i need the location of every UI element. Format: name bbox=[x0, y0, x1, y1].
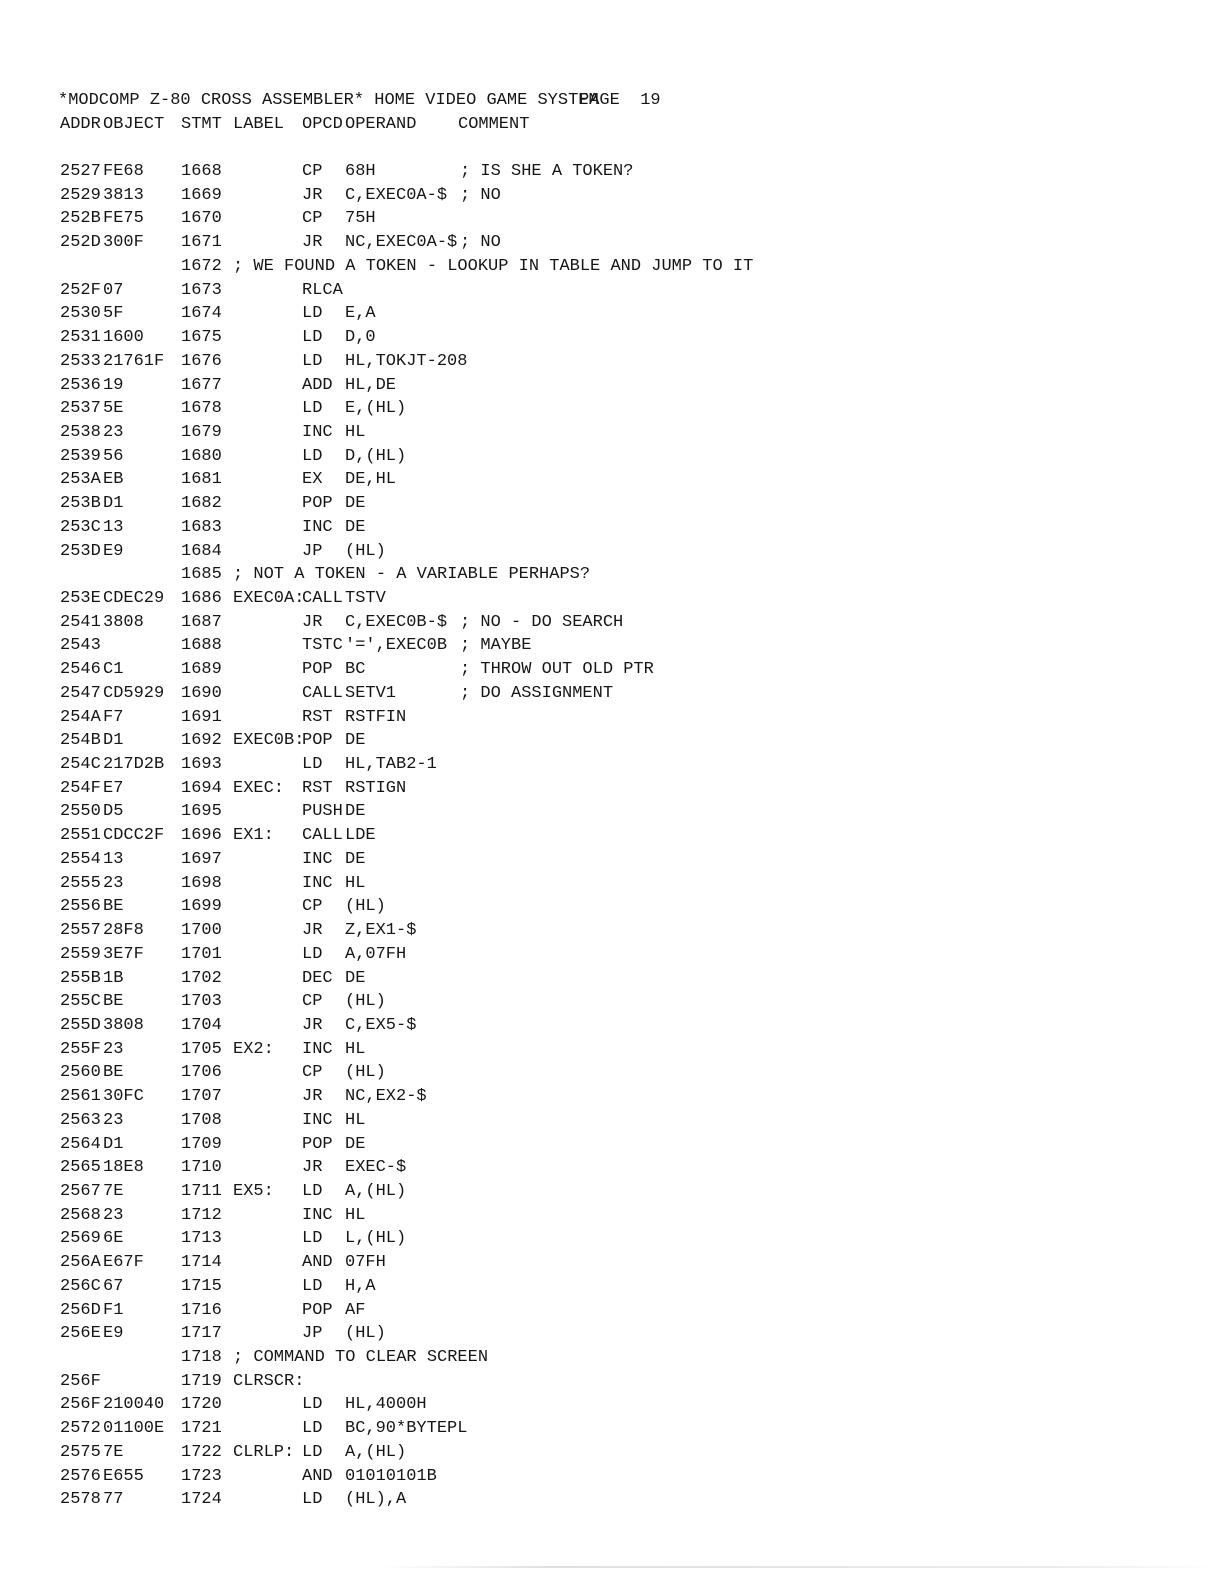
opcode-cell: LD bbox=[302, 1276, 323, 1296]
comment-cell: ; MAYBE bbox=[460, 636, 532, 656]
addr-cell: 2538 bbox=[60, 422, 101, 442]
opcode-cell: DEC bbox=[302, 968, 333, 988]
operand-cell: (HL) bbox=[345, 541, 386, 561]
stmt-cell: 1709 bbox=[181, 1134, 222, 1154]
addr-cell: 2551 bbox=[60, 826, 101, 846]
addr-cell: 2554 bbox=[60, 849, 101, 869]
stmt-cell: 1699 bbox=[181, 897, 222, 917]
object-cell: 28F8 bbox=[103, 921, 144, 940]
stmt-cell: 1681 bbox=[181, 470, 222, 490]
operand-cell: C,EXEC0B-$ bbox=[345, 612, 448, 632]
operand-cell: 75H bbox=[345, 209, 376, 229]
object-cell: 18E8 bbox=[103, 1158, 144, 1178]
stmt-cell: 1711 bbox=[181, 1182, 222, 1201]
addr-cell: 2536 bbox=[60, 375, 101, 395]
stmt-cell: 1675 bbox=[181, 328, 222, 347]
addr-cell: 2576 bbox=[60, 1466, 101, 1486]
stmt-cell: 1712 bbox=[181, 1205, 222, 1225]
opcode-cell: CALL bbox=[302, 826, 343, 846]
label-cell: EX1: bbox=[233, 826, 274, 846]
stmt-cell: 1680 bbox=[181, 446, 222, 466]
object-cell: E655 bbox=[103, 1466, 144, 1486]
object-cell: 21761F bbox=[103, 351, 165, 371]
opcode-cell: AND bbox=[302, 1466, 333, 1486]
operand-cell: 01010101B bbox=[345, 1466, 437, 1486]
operand-cell: C,EX5-$ bbox=[345, 1015, 417, 1035]
addr-cell: 2567 bbox=[60, 1182, 101, 1201]
addr-cell: 253D bbox=[60, 541, 101, 561]
object-cell: 217D2B bbox=[103, 755, 165, 774]
stmt-cell: 1710 bbox=[181, 1158, 222, 1178]
addr-cell: 2565 bbox=[60, 1158, 101, 1178]
operand-cell: HL,TOKJT-208 bbox=[345, 351, 468, 371]
opcode-cell: LD bbox=[302, 446, 323, 466]
addr-cell: 2568 bbox=[60, 1205, 101, 1225]
stmt-cell: 1708 bbox=[181, 1110, 222, 1130]
operand-cell: HL,TAB2-1 bbox=[345, 755, 437, 774]
object-cell: 1600 bbox=[103, 328, 144, 347]
stmt-cell: 1705 bbox=[181, 1039, 222, 1059]
stmt-cell: 1669 bbox=[181, 185, 222, 205]
addr-cell: 2575 bbox=[60, 1442, 101, 1462]
addr-cell: 256E bbox=[60, 1324, 101, 1344]
addr-cell: 2531 bbox=[60, 328, 101, 347]
stmt-cell: 1698 bbox=[181, 873, 222, 893]
opcode-cell: INC bbox=[302, 873, 333, 893]
addr-cell: 2530 bbox=[60, 304, 101, 324]
opcode-cell: JR bbox=[302, 612, 323, 632]
stmt-cell: 1668 bbox=[181, 162, 222, 181]
operand-cell: HL,DE bbox=[345, 375, 397, 395]
stmt-cell: 1694 bbox=[181, 778, 222, 798]
addr-cell: 253A bbox=[60, 470, 101, 490]
operand-cell: (HL) bbox=[345, 897, 386, 917]
addr-cell: 255F bbox=[60, 1039, 101, 1059]
stmt-cell: 1717 bbox=[181, 1324, 222, 1344]
comment-cell: ; NO - DO SEARCH bbox=[460, 612, 624, 632]
stmt-cell: 1693 bbox=[181, 755, 222, 774]
operand-cell: SETV1 bbox=[345, 683, 397, 703]
operand-cell: 07FH bbox=[345, 1253, 386, 1273]
operand-cell: (HL),A bbox=[345, 1490, 407, 1510]
opcode-cell: POP bbox=[302, 731, 333, 751]
stmt-cell: 1685 bbox=[181, 565, 222, 585]
stmt-cell: 1696 bbox=[181, 826, 222, 846]
object-cell: 210040 bbox=[103, 1395, 165, 1415]
object-cell: F7 bbox=[103, 707, 124, 727]
object-cell: 7E bbox=[103, 1442, 124, 1462]
stmt-cell: 1723 bbox=[181, 1466, 222, 1486]
stmt-cell: 1714 bbox=[181, 1253, 222, 1273]
addr-cell: 2561 bbox=[60, 1087, 101, 1107]
opcode-cell: LD bbox=[302, 1419, 323, 1439]
object-cell: 23 bbox=[103, 1039, 124, 1059]
operand-cell: HL bbox=[345, 1110, 366, 1130]
addr-cell: 2555 bbox=[60, 873, 101, 893]
label-cell: EX2: bbox=[233, 1039, 274, 1059]
stmt-cell: 1722 bbox=[181, 1442, 222, 1462]
opcode-cell: JR bbox=[302, 185, 323, 205]
addr-cell: 2560 bbox=[60, 1063, 101, 1083]
object-cell: 23 bbox=[103, 873, 124, 893]
opcode-cell: POP bbox=[302, 494, 333, 514]
operand-cell: C,EXEC0A-$ bbox=[345, 185, 448, 205]
operand-cell: NC,EXEC0A-$ bbox=[345, 233, 458, 253]
addr-cell: 253C bbox=[60, 517, 101, 537]
operand-cell: HL bbox=[345, 873, 366, 893]
stmt-cell: 1671 bbox=[181, 233, 222, 253]
stmt-cell: 1713 bbox=[181, 1229, 222, 1249]
operand-cell: AF bbox=[345, 1300, 366, 1320]
opcode-cell: JR bbox=[302, 1087, 323, 1107]
stmt-cell: 1687 bbox=[181, 612, 222, 632]
opcode-cell: INC bbox=[302, 1205, 333, 1225]
opcode-cell: CP bbox=[302, 1063, 323, 1083]
stmt-cell: 1676 bbox=[181, 351, 222, 371]
label-cell: EX5: bbox=[233, 1182, 274, 1201]
opcode-cell: JR bbox=[302, 1158, 323, 1178]
comment-cell: ; NO bbox=[460, 233, 501, 253]
stmt-cell: 1706 bbox=[181, 1063, 222, 1083]
addr-cell: 2547 bbox=[60, 683, 101, 703]
column-header-operand: OPERAND bbox=[345, 115, 417, 134]
stmt-cell: 1718 bbox=[181, 1348, 222, 1367]
stmt-cell: 1679 bbox=[181, 422, 222, 442]
stmt-cell: 1704 bbox=[181, 1015, 222, 1035]
opcode-cell: LD bbox=[302, 755, 323, 774]
object-cell: BE bbox=[103, 897, 124, 917]
object-cell: CDEC29 bbox=[103, 589, 165, 608]
addr-cell: 2541 bbox=[60, 612, 101, 632]
stmt-cell: 1674 bbox=[181, 304, 222, 324]
opcode-cell: PUSH bbox=[302, 802, 343, 822]
object-cell: 3E7F bbox=[103, 944, 144, 964]
opcode-cell: CP bbox=[302, 209, 323, 229]
stmt-cell: 1715 bbox=[181, 1276, 222, 1296]
operand-cell: BC bbox=[345, 660, 366, 680]
comment-cell: ; NO bbox=[460, 185, 501, 205]
stmt-cell: 1691 bbox=[181, 707, 222, 727]
operand-cell: H,A bbox=[345, 1276, 376, 1296]
object-cell: 23 bbox=[103, 1205, 124, 1225]
addr-cell: 255D bbox=[60, 1015, 101, 1035]
operand-cell: '=',EXEC0B bbox=[345, 636, 448, 656]
operand-cell: HL bbox=[345, 1039, 366, 1059]
stmt-cell: 1719 bbox=[181, 1371, 222, 1391]
opcode-cell: RLCA bbox=[302, 280, 343, 300]
addr-cell: 256D bbox=[60, 1300, 101, 1320]
column-header-stmt: STMT bbox=[181, 115, 222, 134]
object-cell: E7 bbox=[103, 778, 124, 798]
object-cell: 77 bbox=[103, 1490, 124, 1510]
stmt-cell: 1688 bbox=[181, 636, 222, 656]
remark-text: ; NOT A TOKEN - A VARIABLE PERHAPS? bbox=[233, 565, 591, 585]
operand-cell: A,(HL) bbox=[345, 1182, 407, 1201]
addr-cell: 2537 bbox=[60, 399, 101, 419]
operand-cell: (HL) bbox=[345, 1324, 386, 1344]
operand-cell: EXEC-$ bbox=[345, 1158, 407, 1178]
object-cell: 19 bbox=[103, 375, 124, 395]
stmt-cell: 1673 bbox=[181, 280, 222, 300]
operand-cell: D,0 bbox=[345, 328, 376, 347]
label-cell: EXEC: bbox=[233, 778, 285, 798]
object-cell: 13 bbox=[103, 517, 124, 537]
addr-cell: 254A bbox=[60, 707, 101, 727]
opcode-cell: CP bbox=[302, 897, 323, 917]
addr-cell: 2543 bbox=[60, 636, 101, 656]
addr-cell: 2572 bbox=[60, 1419, 101, 1439]
page-number: PAGE 19 bbox=[579, 91, 661, 110]
opcode-cell: POP bbox=[302, 660, 333, 680]
object-cell: E9 bbox=[103, 1324, 124, 1344]
opcode-cell: EX bbox=[302, 470, 323, 490]
opcode-cell: CALL bbox=[302, 683, 343, 703]
operand-cell: L,(HL) bbox=[345, 1229, 407, 1249]
opcode-cell: JP bbox=[302, 1324, 323, 1344]
object-cell: 67 bbox=[103, 1276, 124, 1296]
addr-cell: 254B bbox=[60, 731, 101, 751]
addr-cell: 2527 bbox=[60, 162, 101, 181]
opcode-cell: POP bbox=[302, 1134, 333, 1154]
label-cell: EXEC0B: bbox=[233, 731, 305, 751]
stmt-cell: 1682 bbox=[181, 494, 222, 514]
column-header-label: LABEL bbox=[233, 115, 285, 134]
opcode-cell: LD bbox=[302, 328, 323, 347]
column-header-opcd: OPCD bbox=[302, 115, 343, 134]
object-cell: 3808 bbox=[103, 1015, 144, 1035]
addr-cell: 2578 bbox=[60, 1490, 101, 1510]
object-cell: CD5929 bbox=[103, 683, 165, 703]
object-cell: EB bbox=[103, 470, 124, 490]
opcode-cell: LD bbox=[302, 304, 323, 324]
operand-cell: DE bbox=[345, 1134, 366, 1154]
operand-cell: BC,90*BYTEPL bbox=[345, 1419, 468, 1439]
stmt-cell: 1720 bbox=[181, 1395, 222, 1415]
opcode-cell: JP bbox=[302, 541, 323, 561]
stmt-cell: 1701 bbox=[181, 944, 222, 964]
operand-cell: TSTV bbox=[345, 589, 386, 608]
object-cell: 23 bbox=[103, 422, 124, 442]
stmt-cell: 1721 bbox=[181, 1419, 222, 1439]
object-cell: 7E bbox=[103, 1182, 124, 1201]
operand-cell: RSTIGN bbox=[345, 778, 407, 798]
stmt-cell: 1703 bbox=[181, 992, 222, 1012]
label-cell: EXEC0A: bbox=[233, 589, 305, 608]
opcode-cell: RST bbox=[302, 778, 333, 798]
opcode-cell: RST bbox=[302, 707, 333, 727]
stmt-cell: 1689 bbox=[181, 660, 222, 680]
opcode-cell: LD bbox=[302, 399, 323, 419]
operand-cell: LDE bbox=[345, 826, 376, 846]
comment-cell: ; THROW OUT OLD PTR bbox=[460, 660, 654, 680]
stmt-cell: 1670 bbox=[181, 209, 222, 229]
operand-cell: D,(HL) bbox=[345, 446, 407, 466]
label-cell: CLRLP: bbox=[233, 1442, 295, 1462]
operand-cell: DE bbox=[345, 968, 366, 988]
opcode-cell: LD bbox=[302, 944, 323, 964]
operand-cell: DE bbox=[345, 849, 366, 869]
column-header-comment: COMMENT bbox=[458, 115, 530, 134]
opcode-cell: JR bbox=[302, 1015, 323, 1035]
column-headers bbox=[0, 114, 530, 136]
addr-cell: 2529 bbox=[60, 185, 101, 205]
object-cell: D1 bbox=[103, 494, 124, 514]
opcode-cell: INC bbox=[302, 849, 333, 869]
stmt-cell: 1716 bbox=[181, 1300, 222, 1320]
stmt-cell: 1690 bbox=[181, 683, 222, 703]
opcode-cell: LD bbox=[302, 351, 323, 371]
opcode-cell: CP bbox=[302, 162, 323, 181]
addr-cell: 253B bbox=[60, 494, 101, 514]
listing-title: *MODCOMP Z-80 CROSS ASSEMBLER* HOME VIDEO GAME SYSTEM bbox=[58, 91, 599, 110]
opcode-cell: INC bbox=[302, 1039, 333, 1059]
stmt-cell: 1672 bbox=[181, 256, 222, 276]
opcode-cell: INC bbox=[302, 1110, 333, 1130]
object-cell: BE bbox=[103, 1063, 124, 1083]
opcode-cell: LD bbox=[302, 1182, 323, 1201]
stmt-cell: 1697 bbox=[181, 849, 222, 869]
addr-cell: 256F bbox=[60, 1395, 101, 1415]
addr-cell: 254C bbox=[60, 755, 101, 774]
addr-cell: 252F bbox=[60, 280, 101, 300]
operand-cell: E,A bbox=[345, 304, 376, 324]
label-cell: CLRSCR: bbox=[233, 1371, 305, 1391]
object-cell: 30FC bbox=[103, 1087, 144, 1107]
addr-cell: 256A bbox=[60, 1253, 101, 1273]
opcode-cell: POP bbox=[302, 1300, 333, 1320]
object-cell: D1 bbox=[103, 1134, 124, 1154]
object-cell: 13 bbox=[103, 849, 124, 869]
addr-cell: 2557 bbox=[60, 921, 101, 940]
scan-artifact bbox=[380, 1566, 1220, 1568]
operand-cell: DE,HL bbox=[345, 470, 397, 490]
addr-cell: 2533 bbox=[60, 351, 101, 371]
object-cell: CDCC2F bbox=[103, 826, 165, 846]
stmt-cell: 1695 bbox=[181, 802, 222, 822]
remark-text: ; COMMAND TO CLEAR SCREEN bbox=[233, 1348, 489, 1367]
opcode-cell: ADD bbox=[302, 375, 333, 395]
object-cell: E9 bbox=[103, 541, 124, 561]
object-cell: F1 bbox=[103, 1300, 124, 1320]
opcode-cell: AND bbox=[302, 1253, 333, 1273]
operand-cell: HL,4000H bbox=[345, 1395, 427, 1415]
operand-cell: E,(HL) bbox=[345, 399, 407, 419]
object-cell: 56 bbox=[103, 446, 124, 466]
column-header-object: OBJECT bbox=[103, 115, 165, 134]
stmt-cell: 1700 bbox=[181, 921, 222, 940]
opcode-cell: LD bbox=[302, 1395, 323, 1415]
addr-cell: 252B bbox=[60, 209, 101, 229]
operand-cell: DE bbox=[345, 494, 366, 514]
comment-cell: ; DO ASSIGNMENT bbox=[460, 683, 614, 703]
object-cell: C1 bbox=[103, 660, 124, 680]
stmt-cell: 1702 bbox=[181, 968, 222, 988]
opcode-cell: JR bbox=[302, 233, 323, 253]
operand-cell: 68H bbox=[345, 162, 376, 181]
addr-cell: 2550 bbox=[60, 802, 101, 822]
operand-cell: A,07FH bbox=[345, 944, 407, 964]
opcode-cell: CALL bbox=[302, 589, 343, 608]
operand-cell: DE bbox=[345, 731, 366, 751]
stmt-cell: 1692 bbox=[181, 731, 222, 751]
addr-cell: 256C bbox=[60, 1276, 101, 1296]
opcode-cell: INC bbox=[302, 422, 333, 442]
operand-cell: DE bbox=[345, 517, 366, 537]
object-cell: 300F bbox=[103, 233, 144, 253]
opcode-cell: TSTC bbox=[302, 636, 343, 656]
column-header-addr: ADDR bbox=[60, 115, 101, 134]
addr-cell: 254F bbox=[60, 778, 101, 798]
opcode-cell: LD bbox=[302, 1229, 323, 1249]
operand-cell: RSTFIN bbox=[345, 707, 407, 727]
stmt-cell: 1707 bbox=[181, 1087, 222, 1107]
opcode-cell: JR bbox=[302, 921, 323, 940]
object-cell: 23 bbox=[103, 1110, 124, 1130]
object-cell: BE bbox=[103, 992, 124, 1012]
comment-cell: ; IS SHE A TOKEN? bbox=[460, 162, 634, 181]
operand-cell: DE bbox=[345, 802, 366, 822]
stmt-cell: 1724 bbox=[181, 1490, 222, 1510]
operand-cell: Z,EX1-$ bbox=[345, 921, 417, 940]
stmt-cell: 1684 bbox=[181, 541, 222, 561]
object-cell: D5 bbox=[103, 802, 124, 822]
object-cell: 5F bbox=[103, 304, 124, 324]
object-cell: E67F bbox=[103, 1253, 144, 1273]
addr-cell: 2569 bbox=[60, 1229, 101, 1249]
addr-cell: 2539 bbox=[60, 446, 101, 466]
stmt-cell: 1677 bbox=[181, 375, 222, 395]
addr-cell: 2563 bbox=[60, 1110, 101, 1130]
operand-cell: (HL) bbox=[345, 992, 386, 1012]
operand-cell: (HL) bbox=[345, 1063, 386, 1083]
operand-cell: HL bbox=[345, 1205, 366, 1225]
object-cell: 3813 bbox=[103, 185, 144, 205]
object-cell: D1 bbox=[103, 731, 124, 751]
operand-cell: NC,EX2-$ bbox=[345, 1087, 427, 1107]
object-cell: FE68 bbox=[103, 162, 144, 181]
object-cell: 01100E bbox=[103, 1419, 165, 1439]
addr-cell: 2556 bbox=[60, 897, 101, 917]
addr-cell: 253E bbox=[60, 589, 101, 608]
object-cell: 5E bbox=[103, 399, 124, 419]
addr-cell: 252D bbox=[60, 233, 101, 253]
stmt-cell: 1678 bbox=[181, 399, 222, 419]
object-cell: 6E bbox=[103, 1229, 124, 1249]
stmt-cell: 1686 bbox=[181, 589, 222, 608]
page-header bbox=[0, 90, 661, 112]
opcode-cell: INC bbox=[302, 517, 333, 537]
object-cell: 07 bbox=[103, 280, 124, 300]
operand-cell: HL bbox=[345, 422, 366, 442]
opcode-cell: LD bbox=[302, 1442, 323, 1462]
opcode-cell: CP bbox=[302, 992, 323, 1012]
opcode-cell: LD bbox=[302, 1490, 323, 1510]
addr-cell: 256F bbox=[60, 1371, 101, 1391]
addr-cell: 2559 bbox=[60, 944, 101, 964]
stmt-cell: 1683 bbox=[181, 517, 222, 537]
operand-cell: A,(HL) bbox=[345, 1442, 407, 1462]
object-cell: 1B bbox=[103, 968, 124, 988]
addr-cell: 255B bbox=[60, 968, 101, 988]
remark-text: ; WE FOUND A TOKEN - LOOKUP IN TABLE AND JUMP TO IT bbox=[233, 256, 754, 276]
object-cell: FE75 bbox=[103, 209, 144, 229]
addr-cell: 2546 bbox=[60, 660, 101, 680]
object-cell: 3808 bbox=[103, 612, 144, 632]
addr-cell: 255C bbox=[60, 992, 101, 1012]
addr-cell: 2564 bbox=[60, 1134, 101, 1154]
